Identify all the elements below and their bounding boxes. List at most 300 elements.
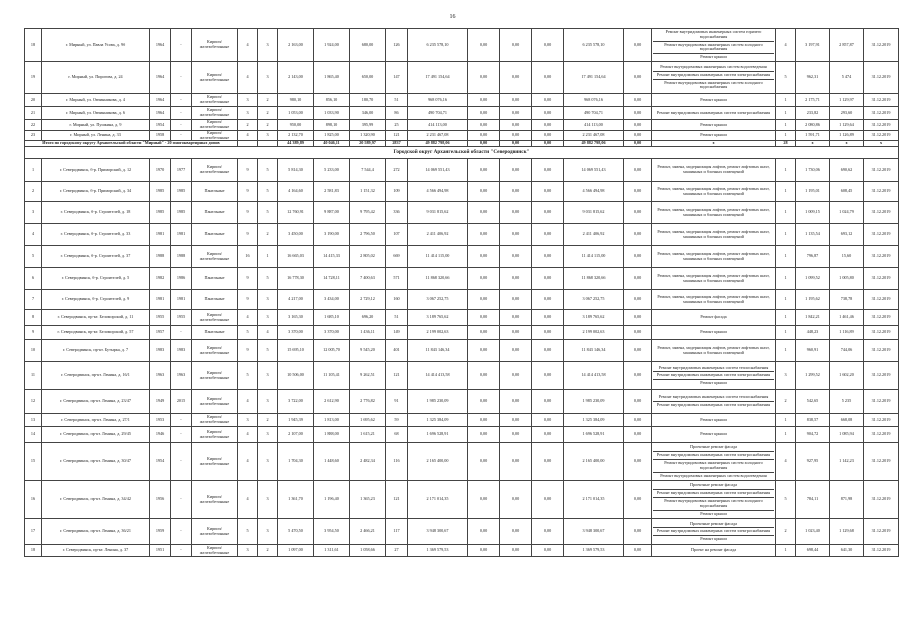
total-cost: 49 882 798,06 [408, 141, 468, 147]
total-area: 2 132,70 [278, 130, 314, 141]
living-area: 1 033,90 [314, 107, 350, 120]
year-renovated: 1983 [171, 340, 192, 362]
floors: 4 [238, 481, 258, 519]
total-cost: 1 369 579,53 [408, 545, 468, 557]
residents: 117 [386, 519, 408, 545]
work-item: Ремонт крыши [700, 431, 727, 437]
residents: 121 [386, 362, 408, 390]
living-area-owned: 2 482,34 [350, 443, 386, 481]
completion-date: 31.12.2019 [864, 390, 899, 414]
local-share: 0,00 [532, 130, 564, 141]
table-row [25, 246, 899, 268]
living-area: 2 581,83 [314, 182, 350, 202]
total-date: x [864, 141, 899, 147]
total-area: 1 945,39 [278, 414, 314, 427]
entrances: 5 [258, 340, 278, 362]
fund-share: 0,00 [468, 362, 500, 390]
regional-share: 0,00 [500, 427, 532, 443]
local-share: 0,00 [532, 290, 564, 310]
row-number: 12 [25, 390, 42, 414]
year-built: 1953 [150, 414, 171, 427]
year-built: 1955 [150, 310, 171, 326]
total-residents: 2837 [386, 141, 408, 147]
total-cost: 2 411 406,92 [408, 224, 468, 246]
floors: 4 [238, 29, 258, 62]
works-list [652, 519, 776, 545]
table-row [25, 310, 899, 326]
limit-cost: 871,98 [830, 481, 864, 519]
year-built: 1964 [150, 94, 171, 107]
address: г. Северодвинск, пр-кт. Беломорский, д. 57 [42, 326, 150, 340]
fund-share: 0,00 [468, 29, 500, 62]
year-renovated: 1981 [171, 290, 192, 310]
other-share: 0,00 [624, 545, 652, 557]
address: г. Северодвинск, б-р. Строителей, д. 37 [42, 246, 150, 268]
living-area: 2 612,90 [314, 390, 350, 414]
table-row [25, 268, 899, 290]
row-number: 15 [25, 443, 42, 481]
total-cost: 14 069 551,43 [408, 159, 468, 182]
work-item: Ремонт внутридомовых инженерных систем теплоснабжения [658, 364, 769, 370]
work-count: 1 [776, 310, 796, 326]
work-item: Ремонт крыши [700, 132, 727, 138]
table-row [25, 481, 899, 519]
row-number: 23 [25, 130, 42, 141]
entrances: 3 [258, 427, 278, 443]
address: г. Северодвинск, б-р. Строителей, д. 9 [42, 290, 150, 310]
floors: 9 [238, 268, 258, 290]
unit-cost: 2 175,71 [796, 94, 830, 107]
fund-share: 0,00 [468, 545, 500, 557]
owners-share: 4 566 494,98 [564, 182, 624, 202]
fund-share: 0,00 [468, 62, 500, 94]
year-built: 1963 [150, 362, 171, 390]
table-row [25, 159, 899, 182]
fund-share: 0,00 [468, 427, 500, 443]
unit-cost: 1 195,01 [796, 182, 830, 202]
work-count: 1 [776, 182, 796, 202]
owners-share: 14 414 413,58 [564, 362, 624, 390]
table-row [25, 519, 899, 545]
address: г. Северодвинск, б-р. Строителей, д. 33 [42, 224, 150, 246]
table-row [25, 107, 899, 120]
unit-cost: 960,91 [796, 340, 830, 362]
total-area: 5 814,30 [278, 159, 314, 182]
page-number: 16 [449, 14, 456, 20]
total-area: 1 704,30 [278, 443, 314, 481]
total-cost: 14 414 413,58 [408, 362, 468, 390]
row-number: 20 [25, 94, 42, 107]
work-count: 1 [776, 202, 796, 224]
unit-cost: 1 009,15 [796, 202, 830, 224]
floors: 5 [238, 326, 258, 340]
other-share: 0,00 [624, 519, 652, 545]
table-row [25, 130, 899, 141]
work-count: 1 [776, 107, 796, 120]
fund-share: 0,00 [468, 159, 500, 182]
year-renovated: - [171, 414, 192, 427]
year-built: 1985 [150, 182, 171, 202]
owners-share: 9 031 815,62 [564, 202, 624, 224]
total-works: x [652, 141, 776, 147]
fund-share: 0,00 [468, 340, 500, 362]
capital-repair-register-table [24, 28, 899, 557]
year-renovated: - [171, 62, 192, 94]
wall-material: Панельные [192, 326, 238, 340]
table-row [25, 94, 899, 107]
living-area: 1 865,40 [314, 62, 350, 94]
works-list [652, 310, 776, 326]
table-row [25, 362, 899, 390]
total-cost: 17 491 154,64 [408, 62, 468, 94]
fund-share: 0,00 [468, 94, 500, 107]
owners-share: 3 948 300,67 [564, 519, 624, 545]
regional-share: 0,00 [500, 29, 532, 62]
work-item: Проект на ремонт фасада [690, 547, 737, 553]
completion-date: 31.12.2019 [864, 130, 899, 141]
wall-material: Панельные [192, 202, 238, 224]
fund-share: 0,00 [468, 290, 500, 310]
living-area: 11 105,41 [314, 362, 350, 390]
regional-share: 0,00 [500, 545, 532, 557]
work-item: Ремонт крыши [700, 416, 727, 422]
work-item: Ремонт внутридомовых инженерных систем электроснабжения [653, 451, 774, 459]
work-item: Ремонт, замена, модернизация лифтов, ремонт лифтовых шахт, машинных и блочных помещений [657, 250, 770, 261]
total-living-area: 40 046,11 [314, 141, 350, 147]
total-cost: 11 843 146,34 [408, 340, 468, 362]
living-area-owned: 650,00 [350, 62, 386, 94]
unit-cost: 904,72 [796, 427, 830, 443]
table-row [25, 182, 899, 202]
work-item: Ремонт, замена, модернизация лифтов, ремонт лифтовых шахт, машинных и блочных помещений [657, 272, 770, 283]
owners-share: 6 235 578,10 [564, 29, 624, 62]
other-share: 0,00 [624, 130, 652, 141]
other-share: 0,00 [624, 29, 652, 62]
other-share: 0,00 [624, 427, 652, 443]
year-built: 1958 [150, 130, 171, 141]
limit-cost: 5 235 [830, 390, 864, 414]
address: г. Мирный, ул. Павла Усова, д. 9б [42, 29, 150, 62]
row-number: 6 [25, 268, 42, 290]
address: г. Северодвинск, пр-кт. Беломорский, д. 11 [42, 310, 150, 326]
year-built: 1964 [150, 29, 171, 62]
total-area: 980,10 [278, 94, 314, 107]
total-cost: 3 189 765,62 [408, 310, 468, 326]
year-built: 1981 [150, 290, 171, 310]
wall-material: Панельные [192, 290, 238, 310]
limit-cost: 1 024,79 [830, 202, 864, 224]
completion-date: 31.12.2019 [864, 519, 899, 545]
total-area: 1 053,00 [278, 107, 314, 120]
work-count: 1 [776, 246, 796, 268]
completion-date: 31.12.2019 [864, 202, 899, 224]
works-list [652, 224, 776, 246]
wall-material: Панельные [192, 182, 238, 202]
wall-material: Кирпич/ железобетонные [192, 519, 238, 545]
total-cost: 968 076,16 [408, 94, 468, 107]
works-list [652, 326, 776, 340]
fund-share: 0,00 [468, 326, 500, 340]
year-renovated: - [171, 29, 192, 62]
works-list [652, 246, 776, 268]
entrances: 3 [258, 443, 278, 481]
work-item: Проектные ремонт фасада [689, 482, 738, 488]
living-area-owned: 9 262,51 [350, 362, 386, 390]
work-count: 1 [776, 427, 796, 443]
table-row [25, 545, 899, 557]
work-item: Ремонт фасада [700, 314, 727, 320]
address: г. Северодвинск, б-р. Строителей, д. 18 [42, 202, 150, 224]
residents: 27 [386, 545, 408, 557]
living-area: 1 813,00 [314, 414, 350, 427]
work-item: Ремонт крыши [700, 121, 727, 127]
local-share: 0,00 [532, 29, 564, 62]
residents: 107 [386, 224, 408, 246]
completion-date: 31.12.2019 [864, 362, 899, 390]
other-share: 0,00 [624, 107, 652, 120]
other-share: 0,00 [624, 362, 652, 390]
work-item: Ремонт внутридомовых инженерных систем холодного водоснабжения [653, 79, 774, 92]
living-area-owned: 2 796,50 [350, 224, 386, 246]
row-number: 8 [25, 310, 42, 326]
year-renovated: - [171, 481, 192, 519]
local-share: 0,00 [532, 519, 564, 545]
other-share: 0,00 [624, 268, 652, 290]
limit-cost: 738,78 [830, 290, 864, 310]
year-renovated: - [171, 545, 192, 557]
year-built: 1982 [150, 268, 171, 290]
fund-share: 0,00 [468, 481, 500, 519]
row-number: 2 [25, 182, 42, 202]
limit-cost: 1 129,64 [830, 120, 864, 131]
living-area-owned: 1 615,21 [350, 427, 386, 443]
residents: 272 [386, 159, 408, 182]
completion-date: 31.12.2019 [864, 414, 899, 427]
living-area-owned: 9 795,42 [350, 202, 386, 224]
work-item: Проектные ремонт фасада [689, 444, 738, 450]
work-count: 1 [776, 545, 796, 557]
completion-date: 31.12.2019 [864, 326, 899, 340]
floors: 4 [238, 390, 258, 414]
work-item: Ремонт внутридомовых инженерных систем холодного водоснабжения [653, 497, 774, 510]
living-area-owned: 9 545,20 [350, 340, 386, 362]
address: г. Северодвинск, пр-кт. Ленина, д. 36/21 [42, 519, 150, 545]
year-renovated: - [171, 94, 192, 107]
total-area: 2 107,00 [278, 427, 314, 443]
completion-date: 31.12.2019 [864, 427, 899, 443]
regional-share: 0,00 [500, 159, 532, 182]
floors: 3 [238, 414, 258, 427]
row-number: 5 [25, 246, 42, 268]
entrances: 2 [258, 94, 278, 107]
limit-cost: 5 474 [830, 62, 864, 94]
floors: 4 [238, 62, 258, 94]
unit-cost: 927,95 [796, 443, 830, 481]
other-share: 0,00 [624, 120, 652, 131]
living-area: 1 825,00 [314, 130, 350, 141]
living-area-owned: 1 320,90 [350, 130, 386, 141]
total-area: 5 470,50 [278, 519, 314, 545]
living-area: 3 370,00 [314, 326, 350, 340]
work-count: 1 [776, 94, 796, 107]
other-share: 0,00 [624, 340, 652, 362]
completion-date: 31.12.2019 [864, 29, 899, 62]
address: г. Северодвинск, б-р. Строителей, д. 5 [42, 268, 150, 290]
living-area: 1 311,61 [314, 545, 350, 557]
floors: 3 [238, 545, 258, 557]
regional-share: 0,00 [500, 362, 532, 390]
living-area-owned: 1 151,32 [350, 182, 386, 202]
unit-cost: 796,87 [796, 246, 830, 268]
limit-cost: 608,45 [830, 182, 864, 202]
limit-cost: 1 142,23 [830, 443, 864, 481]
completion-date: 31.12.2019 [864, 443, 899, 481]
limit-cost: 641,30 [830, 545, 864, 557]
year-renovated: 1985 [171, 182, 192, 202]
entrances: 3 [258, 390, 278, 414]
wall-material: Кирпич/ железобетонные [192, 62, 238, 94]
entrances: 5 [258, 182, 278, 202]
wall-material: Кирпич/ железобетонные [192, 130, 238, 141]
entrances: 2 [258, 545, 278, 557]
works-list [652, 290, 776, 310]
local-share: 0,00 [532, 481, 564, 519]
living-area-owned: 2 805,02 [350, 246, 386, 268]
regional-share: 0,00 [500, 290, 532, 310]
limit-cost: 1 129,68 [830, 519, 864, 545]
unit-cost: 1 099,52 [796, 268, 830, 290]
work-item: Ремонт, замена, модернизация лифтов, ремонт лифтовых шахт, машинных и блочных помещений [657, 344, 770, 355]
total-area: 1 097,00 [278, 545, 314, 557]
work-count: 5 [776, 62, 796, 94]
fund-share: 0,00 [468, 224, 500, 246]
works-list [652, 443, 776, 481]
year-built: 1983 [150, 340, 171, 362]
floors: 5 [238, 362, 258, 390]
work-item: Ремонт крыши [700, 329, 727, 335]
limit-cost: 293,60 [830, 107, 864, 120]
wall-material: Кирпич/ железобетонные [192, 390, 238, 414]
local-share: 0,00 [532, 340, 564, 362]
address: г. Мирный, ул. Овчинникова, д. 4 [42, 94, 150, 107]
unit-cost: 698,44 [796, 545, 830, 557]
total-area: 44 389,89 [278, 141, 314, 147]
total-cost: 2 231 467,08 [408, 130, 468, 141]
local-share: 0,00 [532, 224, 564, 246]
floors: 4 [238, 130, 258, 141]
completion-date: 31.12.2019 [864, 62, 899, 94]
fund-share: 0,00 [468, 246, 500, 268]
total-area: 12 760,91 [278, 202, 314, 224]
work-count: 4 [776, 443, 796, 481]
year-built: 1956 [150, 481, 171, 519]
local-share: 0,00 [532, 414, 564, 427]
completion-date: 31.12.2019 [864, 246, 899, 268]
living-area-owned: 180,70 [350, 94, 386, 107]
table-row [25, 29, 899, 62]
work-item: Ремонт внутридомовых инженерных систем электроснабжения [653, 371, 774, 379]
table-row [25, 414, 899, 427]
row-number: 21 [25, 107, 42, 120]
fund-share: 0,00 [468, 107, 500, 120]
floors: 4 [238, 443, 258, 481]
total-cost: 490 704,71 [408, 107, 468, 120]
other-share: 0,00 [624, 202, 652, 224]
limit-cost: 693,12 [830, 224, 864, 246]
owners-share: 2 171 014,35 [564, 481, 624, 519]
owners-share: 11 414 115,00 [564, 246, 624, 268]
fund-share: 0,00 [468, 310, 500, 326]
row-number: 19 [25, 62, 42, 94]
work-count: 1 [776, 159, 796, 182]
regional-share: 0,00 [500, 481, 532, 519]
work-item: Ремонт внутридомовых инженерных систем горячего водоснабжения [665, 29, 762, 39]
residents: 126 [386, 29, 408, 62]
limit-cost: 690,62 [830, 159, 864, 182]
limit-cost: 744,06 [830, 340, 864, 362]
work-count: 4 [776, 29, 796, 62]
regional-share: 0,00 [500, 246, 532, 268]
total-cost: 1 325 384,09 [408, 414, 468, 427]
entrances: 2 [258, 414, 278, 427]
works-list [652, 481, 776, 519]
total-area: 15 695,10 [278, 340, 314, 362]
works-list [652, 130, 776, 141]
works-list [652, 29, 776, 62]
work-item: Ремонт внутридомовых инженерных систем электроснабжения [656, 109, 771, 115]
owners-share: 3 189 765,62 [564, 310, 624, 326]
floors: 9 [238, 202, 258, 224]
row-number: 17 [25, 519, 42, 545]
total-regional: 0,00 [500, 141, 532, 147]
address: г. Мирный, ул. Пушкина, д. 9 [42, 120, 150, 131]
total-cost: 1 696 528,91 [408, 427, 468, 443]
year-renovated: 2015 [171, 390, 192, 414]
fund-share: 0,00 [468, 519, 500, 545]
year-renovated: 1985 [171, 202, 192, 224]
wall-material: Кирпич/ железобетонные [192, 414, 238, 427]
work-count: 2 [776, 390, 796, 414]
owners-share: 1 696 528,91 [564, 427, 624, 443]
work-item: Проектные ремонт фасада [689, 520, 738, 526]
entrances: 1 [258, 246, 278, 268]
residents: 147 [386, 62, 408, 94]
year-built: 1957 [150, 326, 171, 340]
table-row [25, 224, 899, 246]
entrances: 2 [258, 107, 278, 120]
total-cost: 6 235 578,10 [408, 29, 468, 62]
living-area: 3 190,00 [314, 224, 350, 246]
residents: 401 [386, 340, 408, 362]
year-built: 1946 [150, 427, 171, 443]
living-area-owned: 1 365,23 [350, 481, 386, 519]
fund-share: 0,00 [468, 390, 500, 414]
entrances: 3 [258, 310, 278, 326]
total-label: Итого по городскому округу Архангельской области "Мирный" - 20 многоквартирных домов [25, 141, 238, 147]
limit-cost: 2 857,87 [830, 29, 864, 62]
work-item: Ремонт крыши [653, 53, 774, 61]
living-area-owned: 1 695,62 [350, 414, 386, 427]
owners-share: 414 113,00 [564, 120, 624, 131]
entrances: 3 [258, 519, 278, 545]
floors: 9 [238, 224, 258, 246]
year-renovated: 1986 [171, 268, 192, 290]
wall-material: Кирпич/ железобетонные [192, 443, 238, 481]
work-item: Ремонт внутридомовых инженерных систем электроснабжения [653, 401, 774, 409]
unit-cost: 1 730,06 [796, 159, 830, 182]
entrances: 3 [258, 290, 278, 310]
owners-share: 2 231 467,08 [564, 130, 624, 141]
